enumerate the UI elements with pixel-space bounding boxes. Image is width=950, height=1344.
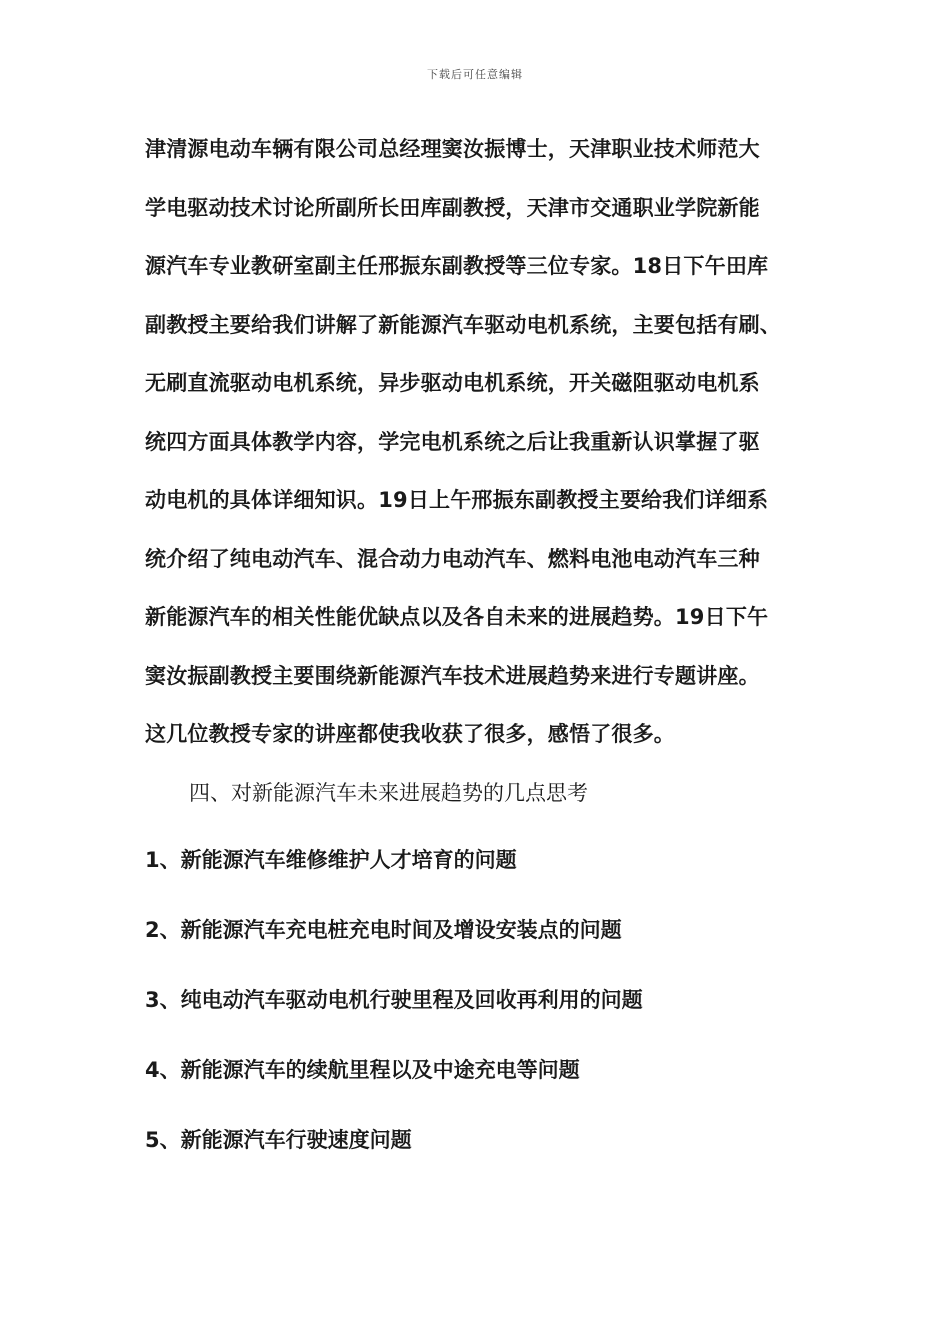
paragraph-line: 统四方面具体教学内容，学完电机系统之后让我重新认识掌握了驱 [145, 429, 760, 454]
list-item: 4、新能源汽车的续航里程以及中途充电等问题 [145, 1058, 580, 1082]
paragraph-line: 新能源汽车的相关性能优缺点以及各自未来的进展趋势。19日下午 [145, 605, 769, 629]
paragraph-line: 副教授主要给我们讲解了新能源汽车驱动电机系统，主要包括有刷、 [145, 312, 781, 337]
issue-list [145, 842, 643, 1192]
paragraph-line: 这几位教授专家的讲座都使我收获了很多，感悟了很多。 [145, 722, 675, 746]
paragraph-line: 源汽车专业教研室副主任邢振东副教授等三位专家。18日下午田库 [145, 254, 769, 278]
list-item: 1、新能源汽车维修维护人才培育的问题 [145, 848, 517, 872]
paragraph-line: 统介绍了纯电动汽车、混合动力电动汽车、燃料电池电动汽车三种 [145, 546, 760, 571]
paragraph-line: 动电机的具体详细知识。19日上午邢振东副教授主要给我们详细系 [145, 488, 769, 512]
paragraph-line: 津清源电动车辆有限公司总经理窦汝振博士，天津职业技术师范大 [145, 137, 760, 161]
paragraph-line: 窦汝振副教授主要围绕新能源汽车技术进展趋势来进行专题讲座。 [145, 663, 760, 688]
list-item: 3、纯电动汽车驱动电机行驶里程及回收再利用的问题 [145, 988, 643, 1012]
list-item: 2、新能源汽车充电桩充电时间及增设安装点的问题 [145, 918, 622, 942]
paragraph-line: 学电驱动技术讨论所副所长田库副教授，天津市交通职业学院新能 [145, 195, 760, 220]
list-item: 5、新能源汽车行驶速度问题 [145, 1128, 412, 1152]
header-note: 下载后可任意编辑 [427, 68, 523, 81]
body-paragraph [145, 130, 810, 774]
paragraph-line: 无刷直流驱动电机系统，异步驱动电机系统，开关磁阻驱动电机系 [145, 371, 760, 395]
section-heading: 四、对新能源汽车未来进展趋势的几点思考 [189, 781, 588, 805]
